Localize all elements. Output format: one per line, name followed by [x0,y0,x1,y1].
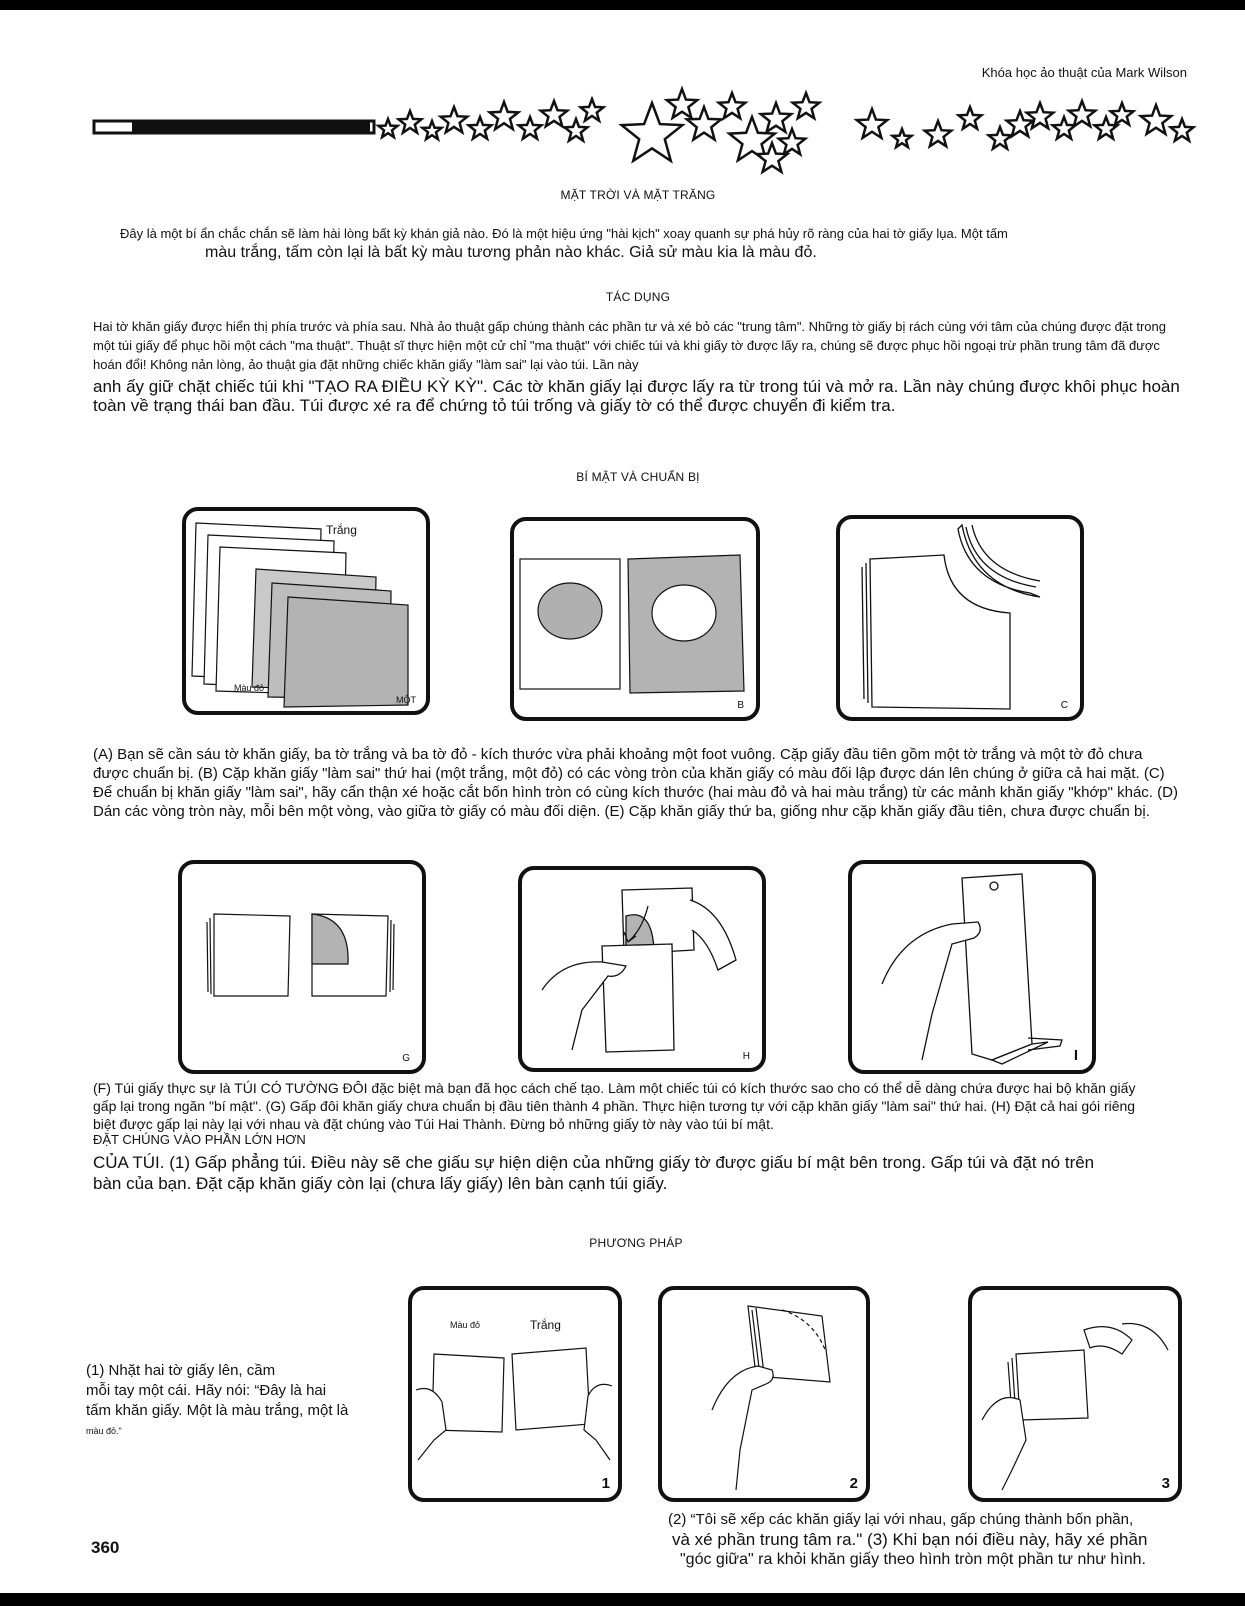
illustration-panel-c [836,515,1084,721]
illustration-panel-h [518,866,766,1072]
star-icon [779,129,806,154]
course-title: Khóa học ảo thuật của Mark Wilson [981,65,1187,80]
panel-number: 2 [849,1475,858,1492]
illustration-panel-g [178,860,426,1074]
panel-letter: I [1073,1047,1078,1064]
step-2-text [668,1510,1178,1570]
label-white: Trắng [530,1318,561,1332]
panel-letter: B [737,700,744,711]
panel-letter: MỘT [396,695,416,705]
secret-text-2-small: (F) Túi giấy thực sự là TÚI CÓ TƯỜNG ĐÔI đặc biệt mà bạn đã học cách chế tạo. Làm một chiếc túi có kích thước sao cho có thể dễ dàng chứa được hai bộ khăn giấy gấp lại trong ngăn "bí mật". (G) Gấp đôi khăn giấy chưa chuẩn bị đầu tiên thành 4 phần. Thực hiện tương tự với cặp khăn giấy "làm sai" thứ hai. (H) Đặt cả hai gói riêng biệt được gấp lại này lại với nhau và đặt chúng vào Túi Hai Thành. Đừng bỏ những giấy tờ này vào túi bí mật. [93,1080,1136,1132]
tearing-corner-illustration [972,1290,1178,1498]
step-1-text [86,1361,396,1441]
illustration-panel-1 [408,1286,622,1502]
star-icon [925,121,952,146]
illustration-panel-b [510,517,760,721]
star-icon [687,107,721,140]
star-icon [793,93,820,118]
page [0,10,1245,1593]
star-icon [857,109,887,138]
star-icon [1111,103,1134,125]
panel-letter: H [742,1051,750,1062]
step-1-line-1: (1) Nhặt hai tờ giấy lên, cầm [86,1362,276,1379]
star-icon [1027,103,1054,128]
paper-bag-illustration [852,864,1092,1070]
panel-number: 3 [1161,1475,1170,1492]
effect-text-small: Hai tờ khăn giấy được hiển thị phía trước và phía sau. Nhà ảo thuật gấp chúng thành các phần tư và xé bỏ các "trung tâm". Những tờ giấy bị rách cùng với tâm của chúng được đặt trong một túi giấy để phục hồi một cách "ma thuật". Thuật sĩ thực hiện một cử chỉ "ma thuật" với chiếc túi và khi giấy tờ được lấy ra, chúng sẽ được phục hồi ngoại trừ phần trung tâm đã được hoán đổi! Không nản lòng, ảo thuật gia đặt những chiếc khăn giấy "làm sai" lại vào túi. Lần này [93,319,1166,372]
star-icon [519,117,542,139]
step-2-line-3: "góc giữa" ra khỏi khăn giấy theo hình tròn một phần tư như hình. [680,1551,1146,1568]
effect-heading: TÁC DỤNG [605,290,671,304]
step-1-line-3: tấm khăn giấy. Một là màu trắng, một là [86,1402,349,1419]
tissue-stack-illustration [186,511,426,711]
secret-heading: BÍ MẬT VÀ CHUẨN BỊ [576,470,700,484]
star-icon [989,127,1012,149]
step-1-line-2: mỗi tay một cái. Hãy nói: “Đây là hai [86,1382,327,1399]
tissues-into-bag-illustration [522,870,762,1068]
star-icon [1095,117,1118,139]
star-icon [581,99,604,121]
star-icon [959,107,982,129]
star-icon [490,102,519,129]
star-icon [1171,119,1194,141]
secret-text-2-large: CỦA TÚI. (1) Gấp phẳng túi. Điều này sẽ che giấu sự hiện diện của những giấy tờ được giấu bí mật bên trong. Gấp túi và đặt nó trên bàn của bạn. Đặt cặp khăn giấy còn lại (chưa lấy giấy) lên bàn cạnh túi giấy. [93,1153,1095,1193]
star-icon [441,107,468,132]
star-icon [719,93,746,118]
intro-line-1: Đây là một bí ẩn chắc chắn sẽ làm hài lòng bất kỳ khán giả nào. Đó là một hiệu ứng "hài kịch" xoay quanh sự phá hủy rõ ràng của hai tờ giấy lụa. Một tấm [120,226,1008,241]
stars-banner-icon [92,85,1202,185]
folding-tissues-illustration [662,1290,866,1498]
star-icon [893,129,912,147]
label-white: Trắng [326,523,357,537]
label-red: Màu đỏ [450,1320,481,1330]
star-icon [541,101,568,126]
star-icon [379,119,398,137]
folded-tissues-illustration [182,864,422,1070]
illustration-panel-i [848,860,1096,1074]
star-icon [1069,101,1096,126]
step-2-line-1: (2) “Tôi sẽ xếp các khăn giấy lại với nhau, gấp chúng thành bốn phần, [668,1511,1134,1528]
panel-number: 1 [601,1475,610,1492]
caps-line: ĐẶT CHÚNG VÀO PHẦN LỚN HƠN [93,1132,306,1147]
step-2-line-2: và xé phần trung tâm ra." (3) Khi bạn nói điều này, hãy xé phần [672,1530,1148,1549]
cut-circles-illustration [840,519,1080,717]
star-icon [667,89,697,118]
illustration-panel-a [182,507,430,715]
effect-text-large: anh ấy giữ chặt chiếc túi khi "TẠO RA ĐIỀU KỲ KỲ". Các tờ khăn giấy lại được lấy ra từ trong túi và mở ra. Lần này chúng được khôi phục hoàn toàn về trạng thái ban đầu. Túi được xé ra để chứng tỏ túi trống và giấy tờ có thể được chuyển đi kiểm tra. [93,377,1180,415]
star-icon [1053,117,1076,139]
star-icon [1141,105,1171,134]
step-1-line-4: màu đỏ." [86,1426,122,1436]
star-icon [423,121,442,139]
secret-text: (A) Bạn sẽ cần sáu tờ khăn giấy, ba tờ trắng và ba tờ đỏ - kích thước vừa phải khoảng một foot vuông. Cặp giấy đầu tiên gồm một tờ trắng và một tờ đỏ chưa được chuẩn bị. (B) Cặp khăn giấy "làm sai" thứ hai (một trắng, một đỏ) có các vòng tròn của khăn giấy có màu đối lập được dán lên chúng ở giữa cả hai mặt. (C) Để chuẩn bị khăn giấy "làm sai", hãy cẩn thận xé hoặc cắt bốn hình tròn có cùng kích thước (hai màu đỏ và hai màu trắng) từ các mảnh khăn giấy "khớp" khác. (D) Dán các vòng tròn này, mỗi bên một vòng, vào giữa tờ giấy có màu đối diện. (E) Cặp khăn giấy thứ ba, giống như cặp khăn giấy đầu tiên, chưa được chuẩn bị. [93,746,1178,820]
panel-letter: C [1060,700,1068,711]
panel-letter: G [402,1053,410,1064]
method-heading: PHƯƠNG PHÁP [589,1236,683,1250]
star-icon [399,111,422,133]
holding-tissues-illustration [412,1290,618,1498]
label-red: Màu đỏ [234,683,265,693]
page-number: 360 [91,1538,120,1557]
intro-line-2: màu trắng, tấm còn lại là bất kỳ màu tương phản nào khác. Giả sử màu kia là màu đỏ. [205,244,817,261]
page-title: MẶT TRỜI VÀ MẶT TRĂNG [560,188,716,202]
illustration-panel-3 [968,1286,1182,1502]
star-icon [761,103,791,132]
illustration-panel-2 [658,1286,870,1502]
star-icon [469,117,492,139]
tissues-with-circles-illustration [514,521,756,717]
